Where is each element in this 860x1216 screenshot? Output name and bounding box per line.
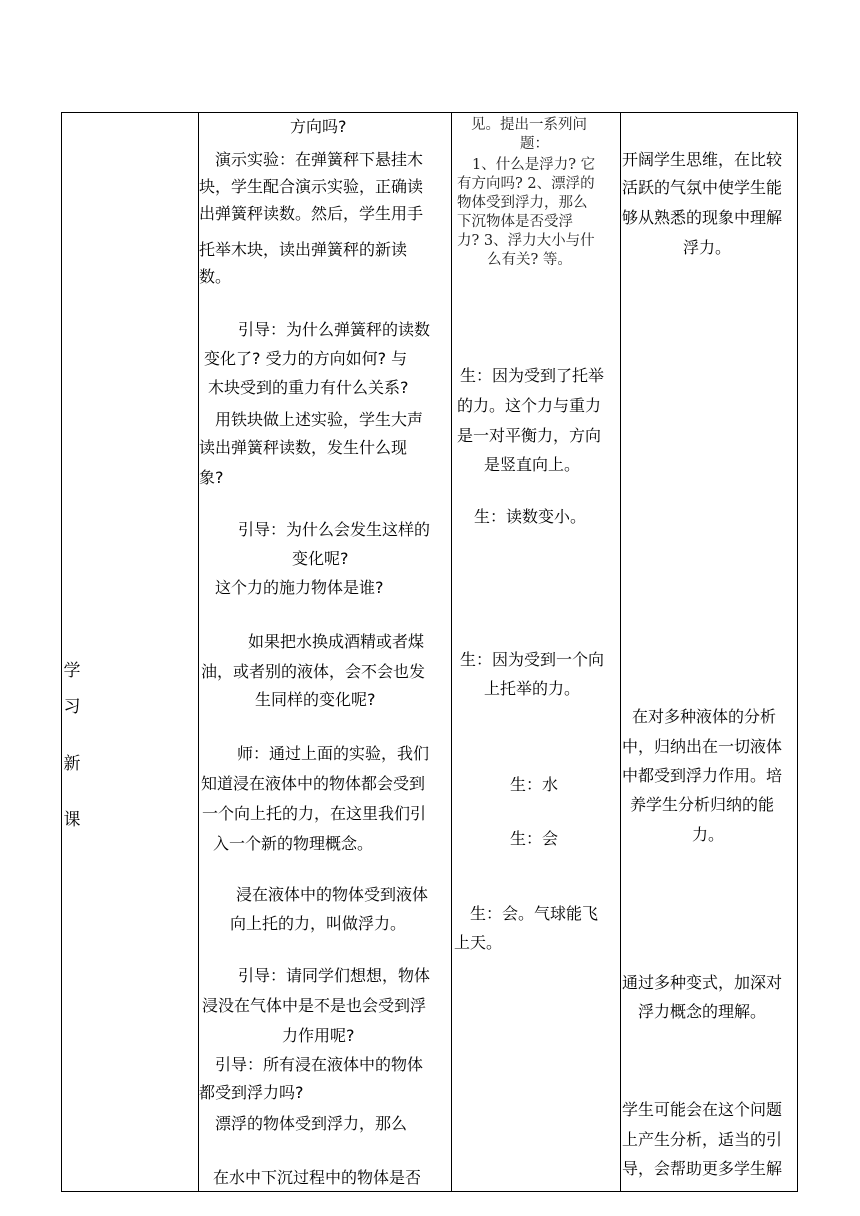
- teacher-text-line: 引导：请同学们想想，物体: [238, 966, 431, 985]
- teacher-text-line: 块，学生配合演示实验，正确读: [199, 177, 424, 196]
- intent-text-line: 浮力。: [683, 238, 732, 257]
- teacher-text-line: 这个力的施力物体是谁?: [215, 578, 384, 597]
- intent-text-line: 在对多种液体的分析: [632, 707, 777, 726]
- teacher-text-line: 引导：所有浸在液体中的物体: [215, 1055, 424, 1074]
- teacher-text-line: 引导：为什么会发生这样的: [238, 520, 431, 539]
- teacher-text-line: 如果把水换成酒精或者煤: [248, 632, 425, 651]
- intent-text-line: 导，会帮助更多学生解: [622, 1159, 783, 1178]
- student-text-line: 的力。这个力与重力: [457, 396, 602, 415]
- student-text-line: 见。提出一系列问: [471, 117, 587, 133]
- intent-text-line: 活跃的气氛中使学生能: [622, 178, 783, 197]
- teacher-text-line: 用铁块做上述实验，学生大声: [215, 410, 424, 429]
- student-text-line: 生：因为受到一个向: [460, 650, 605, 669]
- teacher-text-line: 浸没在气体中是不是也会受到浮: [202, 996, 427, 1015]
- teacher-text-line: 演示实验：在弹簧秤下悬挂木: [215, 150, 424, 169]
- teacher-text-line: 引导：为什么弹簧秤的读数: [238, 320, 431, 339]
- student-text-line: 生：水: [510, 775, 559, 794]
- teacher-text-line: 变化呢?: [292, 549, 349, 568]
- student-text-line: 物体受到浮力，那么: [457, 195, 588, 211]
- student-text-line: 生：读数变小。: [474, 507, 587, 526]
- student-text-line: 上天。: [454, 933, 503, 952]
- intent-text-line: 力。: [692, 825, 725, 844]
- teacher-text-line: 油，或者别的液体，会不会也发: [201, 662, 426, 681]
- column-divider: [620, 113, 621, 1191]
- section-label-char: 学: [63, 661, 81, 681]
- section-label-char: 新: [63, 754, 81, 774]
- student-text-line: 生：会。气球能飞: [470, 904, 599, 923]
- student-text-line: 生：会: [510, 829, 559, 848]
- intent-text-line: 开阔学生思维，在比较: [622, 150, 783, 169]
- teacher-text-line: 方向吗?: [290, 117, 347, 136]
- intent-text-line: 通过多种变式，加深对: [622, 973, 783, 992]
- teacher-text-line: 象?: [199, 468, 224, 487]
- student-text-line: 1、什么是浮力? 它: [472, 157, 596, 173]
- student-text-line: 力? 3、浮力大小与什: [457, 233, 595, 249]
- student-text-line: 生：因为受到了托举: [460, 366, 605, 385]
- student-text-line: 是一对平衡力，方向: [457, 426, 602, 445]
- student-text-line: 题：: [520, 136, 549, 152]
- lesson-table: [61, 112, 798, 1192]
- teacher-text-line: 都受到浮力吗?: [199, 1083, 304, 1102]
- section-label-char: 习: [63, 697, 81, 717]
- intent-text-line: 养学生分析归纳的能: [630, 795, 775, 814]
- column-divider: [451, 113, 452, 1191]
- student-text-line: 是竖直向上。: [484, 455, 581, 474]
- student-text-line: 么有关? 等。: [487, 252, 572, 268]
- teacher-text-line: 漂浮的物体受到浮力，那么: [215, 1114, 408, 1133]
- teacher-text-line: 入一个新的物理概念。: [213, 834, 374, 853]
- student-text-line: 上托举的力。: [484, 679, 581, 698]
- intent-text-line: 学生可能会在这个问题: [622, 1100, 783, 1119]
- teacher-text-line: 向上托的力，叫做浮力。: [230, 914, 407, 933]
- teacher-text-line: 一个向上托的力，在这里我们引: [202, 804, 427, 823]
- teacher-text-line: 木块受到的重力有什么关系?: [208, 378, 409, 397]
- teacher-text-line: 在水中下沉过程中的物体是否: [213, 1168, 422, 1187]
- section-label-char: 课: [63, 810, 81, 830]
- teacher-text-line: 知道浸在液体中的物体都会受到: [201, 774, 426, 793]
- student-text-line: 有方向吗? 2、漂浮的: [457, 176, 595, 192]
- intent-text-line: 够从熟悉的现象中理解: [622, 208, 783, 227]
- teacher-text-line: 浸在液体中的物体受到液体: [236, 885, 429, 904]
- teacher-text-line: 师：通过上面的实验，我们: [237, 744, 430, 763]
- intent-text-line: 中都受到浮力作用。培: [622, 766, 783, 785]
- teacher-text-line: 生同样的变化呢?: [255, 690, 376, 709]
- teacher-text-line: 力作用呢?: [282, 1026, 355, 1045]
- intent-text-line: 浮力概念的理解。: [638, 1002, 767, 1021]
- teacher-text-line: 托举木块，读出弹簧秤的新读: [199, 240, 408, 259]
- teacher-text-line: 读出弹簧秤读数，发生什么现: [199, 438, 408, 457]
- intent-text-line: 中，归纳出在一切液体: [622, 737, 783, 756]
- intent-text-line: 上产生分析，适当的引: [622, 1130, 783, 1149]
- teacher-text-line: 数。: [199, 267, 232, 286]
- teacher-text-line: 变化了? 受力的方向如何? 与: [204, 349, 408, 368]
- student-text-line: 下沉物体是否受浮: [457, 214, 573, 230]
- teacher-text-line: 出弹簧秤读数。然后，学生用手: [199, 204, 424, 223]
